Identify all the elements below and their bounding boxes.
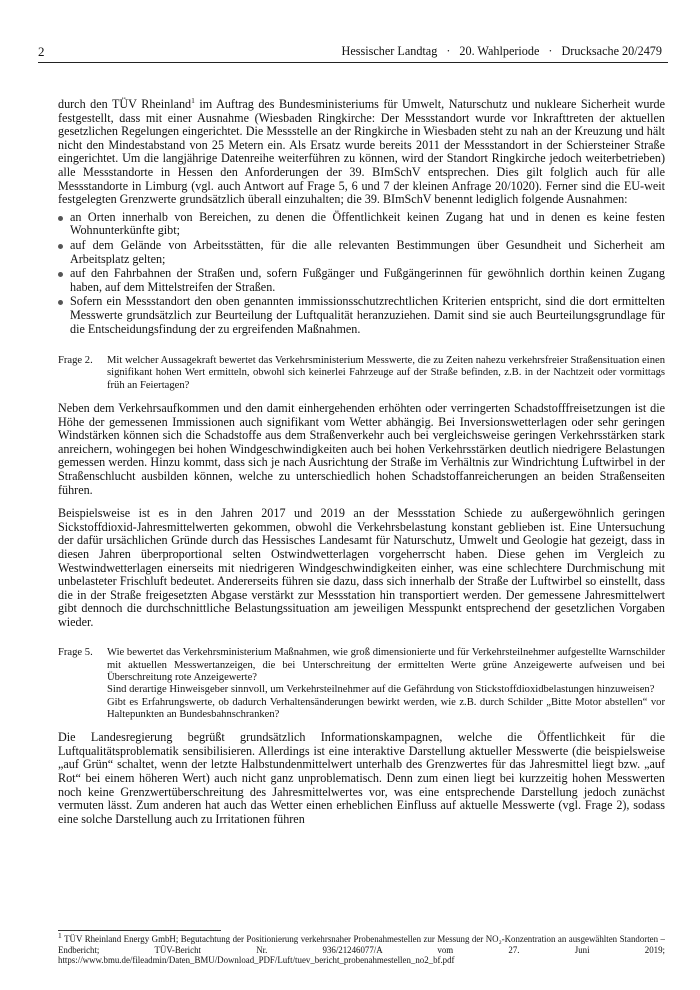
header-separator: · xyxy=(446,44,451,58)
answer-5-paragraph-1: Die Landesregierung begrüßt grundsätzlich Informationskampagnen, welche die Öffentlichkeit für die Luftqualitätsproblematik sensibilisieren. Allerdings ist eine interaktive Darstellung aktueller Messwerte (die beispielsweise „auf Grün“ schaltet, wenn der letzte Halbstundenmittelwert unterhalb des Grenzwertes für das Jahresmittel liegt bzw. „auf Rot“ bei einem höheren Wert) auch nicht ganz unproblematisch. Denn zum einen liegt bei kurzzeitig hohen Messwerten noch keine Grenzwertüberschreitung des Jahresmittelwertes vor, was eine entsprechende Darstellung jedoch zunächst vermuten lässt. Zum anderen hat auch das Wetter einen erheblichen Einfluss auf aktuelle Messwerte (vgl. Frage 2), sodass eine solche Darstellung auch zu Irritationen führen xyxy=(58,730,665,826)
bullet-icon xyxy=(58,216,63,221)
question-label: Frage 2. xyxy=(58,355,93,367)
list-item: Sofern ein Messstandort den oben genannten immissionsschutzrechtlichen Kriterien entspricht, sind die dort ermittelten Messwerte grundsätzlich zur Beurteilung der Luftqualität heranzuziehen. Damit sind sie auch Beurteilungsgrundlage für die Entscheidungsfindung der zu ergreifenden Maßnahmen. xyxy=(58,295,665,336)
page-number: 2 xyxy=(38,44,45,59)
document-reference: Drucksache 20/2479 xyxy=(561,44,662,58)
question-text: Wie bewertet das Verkehrsministerium Maßnahmen, wie groß dimensionierte und für Verkehrsteilnehmer aufgestellte Warnschilder mit aktuellen Messwertanzeigen, die bei Unterschreitung der ermittelten Werte grüne Anzeigewerte aufweisen und bei Überschreitung rote Anzeigewerte? Sind derartige Hinweisgeber sinnvoll, um Verkehrsteilnehmer auf die Gefährdung von Stickstoffdioxidbelastungen hinzuweisen? Gibt es Erfahrungswerte, ob dadurch Verhaltensänderungen bewirkt werden, wie z.B. durch Schilder „Bitte Motor abstellen“ vor Haltepunkten an Bundesbahnschranken? xyxy=(107,647,665,720)
footnote-divider xyxy=(58,930,221,931)
footnote-reference[interactable]: 1 xyxy=(191,95,195,105)
header-separator: · xyxy=(548,44,553,58)
list-item: an Orten innerhalb von Bereichen, zu denen die Öffentlichkeit keinen Zugang hat und in denen es keine festen Wohnunterkünfte gibt; xyxy=(58,211,665,238)
answer-2-paragraph-1: Neben dem Verkehrsaufkommen und den damit einhergehenden erhöhten oder verringerten Schadstofffreisetzungen ist die Höhe der gemessenen Immissionen auch signifikant vom Wetter abhängig. Bei Inversionswetterlagen oder sehr geringen Windstärken können sich die Schadstoffe aus dem Straßenverkehr auch bei vergleichsweise geringen Verkehrsstärken stark anreichern, wohingegen bei hohen Windgeschwindigkeiten auch bei hohen Verkehrsstärken deutlich niedrigere Belastungen gemessen werden. Hinzu kommt, dass sich je nach Ausrichtung der Straße im Verhältnis zur Windrichtung Luftwirbel in der Straßenschlucht ausbilden können, welche zu unterschiedlich hohen Schadstoffanreicherungen an beiden Straßenseiten führen. xyxy=(58,400,665,497)
intro-paragraph: durch den TÜV Rheinland$^1$ im Auftrag des Bundesministeriums für Umwelt, Naturschutz und nukleare Sicherheit wurde festgestellt, dass mit einer Ausnahme (Wiesbaden Ringkirche: Der Messstandort wurde vor Inkrafttreten der aktuellen gesetzlichen Regelungen eingerichtet. Die Messstelle an der Ringkirche in Wiesbaden steht zu nah an der Kreuzung und hält nicht den Mindestabstand von 25 Metern ein. Als Ersatz wurde bereits 2011 der Messstandort in der Schiersteiner Straße eingerichtet. Um die langjährige Datenreihe weiterführen zu können, wird der Standort Ringkirche jedoch weiterbetrieben) alle Messstandorte in Hessen den Anforderungen der 39. BImSchV entsprechen. Dies gilt folglich auch für alle Messstandorte in Limburg (vgl. auch Antwort auf Frage 5, 6 und 7 der kleinen Anfrage 20/1020). Ferner sind die EU-weit festgelegten Grenzwerte grundsätzlich überall einzuhalten; die 39. BImSchV benennt lediglich folgende Ausnahmen: xyxy=(58,95,665,207)
parliament-name: Hessischer Landtag xyxy=(341,44,438,58)
document-body xyxy=(58,95,665,826)
page-header xyxy=(38,40,668,63)
question-label: Frage 5. xyxy=(58,647,93,659)
answer-2-paragraph-2: Beispielsweise ist es in den Jahren 2017 und 2019 an der Messstation Schiede zu außergewöhnlich geringen Sickstoffdioxid-Jahresmittelwerten gekommen, obwohl die Verkehrsbelastung konstant geblieben ist. Eine Untersuchung der dafür ursächlichen Gründe durch das Hessisches Landesamt für Naturschutz, Umwelt und Geologie hat gezeigt, dass in diesen Jahren überproportional selten Ostwindwetterlagen vorgeherrscht haben. Diese gehen im Vergleich zu Westwindwetterlagen einerseits mit niedrigeren Windgeschwindigkeiten einher, was eine schlechtere Durchmischung mit unbelasteter Frischluft bedeutet. Andererseits führen sie dazu, dass sich innerhalb der Straße der Luftwirbel so einstellt, dass die in der Straße freigesetzten Abgase verstärkt zur Messstation hin transportiert werden. Der gemessene Jahresmittelwert gibt dennoch die durchschnittliche Belastungssituation am jeweiligen Messpunkt entsprechend der gesetzlichen Vorgaben wieder. xyxy=(58,506,665,629)
footnote-text[interactable]: TÜV Rheinland Energy GmbH; Begutachtung der Positionierung verkehrsnaher Probenahmestellen zur Messung der NO₂-Konzentration an ausgewählten Standorten – Endbericht; TÜV-Bericht Nr. 936/21246077/A vom 27. Juni 2019; https://www.bmu.de/fileadmin/Daten_BMU/Download_PDF/Luft/tuev_bericht_probenahmestellen_no2_bf.pdf xyxy=(58,934,665,966)
bullet-icon xyxy=(58,272,63,277)
question-2 xyxy=(58,355,665,392)
bullet-icon xyxy=(58,300,63,305)
exceptions-list xyxy=(58,211,665,336)
question-5 xyxy=(58,647,665,721)
footnote xyxy=(58,931,665,966)
bullet-icon xyxy=(58,244,63,249)
footnote-mark: 1 xyxy=(58,931,62,941)
list-item: auf dem Gelände von Arbeitsstätten, für die alle relevanten Bestimmungen über Gesundheit und Sicherheit am Arbeitsplatz gelten; xyxy=(58,239,665,266)
header-meta xyxy=(342,44,662,59)
legislative-period: 20. Wahlperiode xyxy=(459,44,540,58)
list-item: auf den Fahrbahnen der Straßen und, sofern Fußgänger und Fußgängerinnen für gewöhnlich dorthin keinen Zugang haben, auf dem Mittelstreifen der Straßen. xyxy=(58,267,665,294)
question-text: Mit welcher Aussagekraft bewertet das Verkehrsministerium Messwerte, die zu Zeiten nahezu verkehrsfreier Straßensituation einen signifikant hohen Wert ermitteln, obwohl sich keinerlei Fahrzeuge auf der Straße befinden, z.B. in der Nachtzeit oder vormittags früh an Feiertagen? xyxy=(107,355,665,391)
